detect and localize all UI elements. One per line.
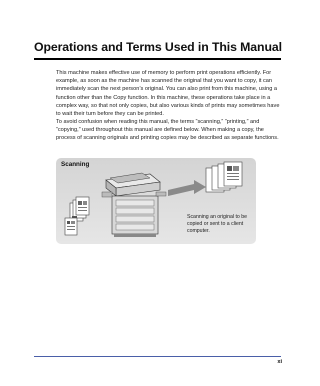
scanning-label: Scanning	[61, 161, 90, 168]
page-number: xi	[277, 359, 282, 365]
scanning-caption: Scanning an original to be copied or sent to a client computer.	[187, 214, 247, 234]
scanning-illustration	[56, 158, 256, 244]
copier-illustration	[102, 173, 166, 237]
page-title: Operations and Terms Used in This Manual	[34, 40, 282, 54]
arrow-icon	[168, 180, 206, 196]
title-rule	[34, 58, 281, 60]
paragraph-2: To avoid confusion when reading this manual, the terms “scanning,” “printing,” and “copying,” used throughout this manual are defined below. When making a copy, the process of scanning originals and printing copies may be described as separate functions.	[56, 119, 279, 142]
paragraph-1: This machine makes effective use of memory to perform print operations efficiently. For example, as soon as the machine has scanned the original that you want to copy, it can immediately scan the next person’s original. You can also print from this machine, using a function other than the Copy function. In this machine, these operations take place in a complex way, so that not only copies, but also various kinds of prints may sometimes have to wait their turn before they can be printed.	[56, 70, 280, 118]
printed-pages	[206, 162, 242, 192]
footer-rule	[34, 356, 281, 357]
originals-stack	[65, 197, 89, 235]
